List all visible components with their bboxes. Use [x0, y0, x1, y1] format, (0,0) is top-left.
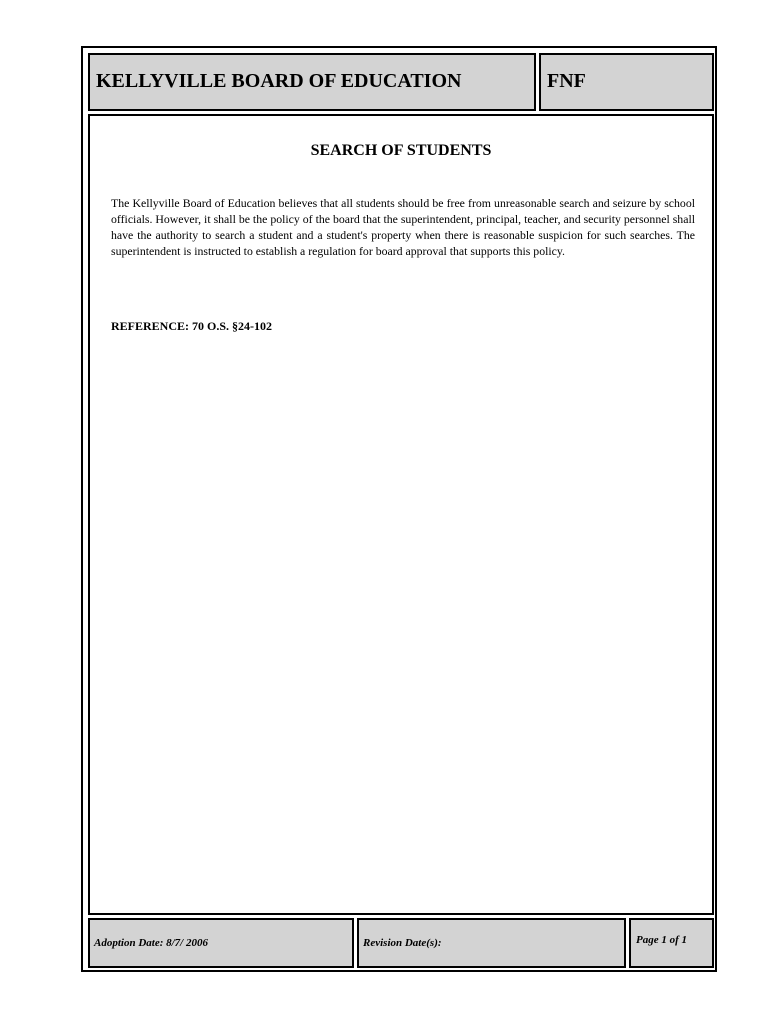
document-frame	[81, 46, 717, 972]
policy-code: FNF	[547, 70, 586, 92]
footer-revision-cell	[357, 918, 626, 968]
policy-body-text: The Kellyville Board of Education believes that all students should be free from unreasonable search and seizure by school officials. However, it shall be the policy of the board that the superintendent, principal, teacher, and security personnel shall have the authority to search a student and a student's property when there is reasonable suspicion for such searches. The superintendent is instructed to establish a regulation for board approval that supports this policy.	[111, 196, 695, 258]
page-number: Page 1 of 1	[636, 934, 688, 946]
revision-dates: Revision Date(s):	[363, 937, 442, 949]
policy-reference: REFERENCE: 70 O.S. §24-102	[111, 319, 273, 333]
document-title: SEARCH OF STUDENTS	[310, 142, 492, 159]
header-organization-cell	[88, 53, 536, 111]
adoption-date: Adoption Date: 8/7/ 2006	[94, 937, 208, 949]
document-body-cell	[88, 114, 714, 915]
organization-name: KELLYVILLE BOARD OF EDUCATION	[96, 70, 462, 92]
footer-page-cell	[629, 918, 714, 968]
header-code-cell	[539, 53, 714, 111]
footer-adoption-cell	[88, 918, 354, 968]
